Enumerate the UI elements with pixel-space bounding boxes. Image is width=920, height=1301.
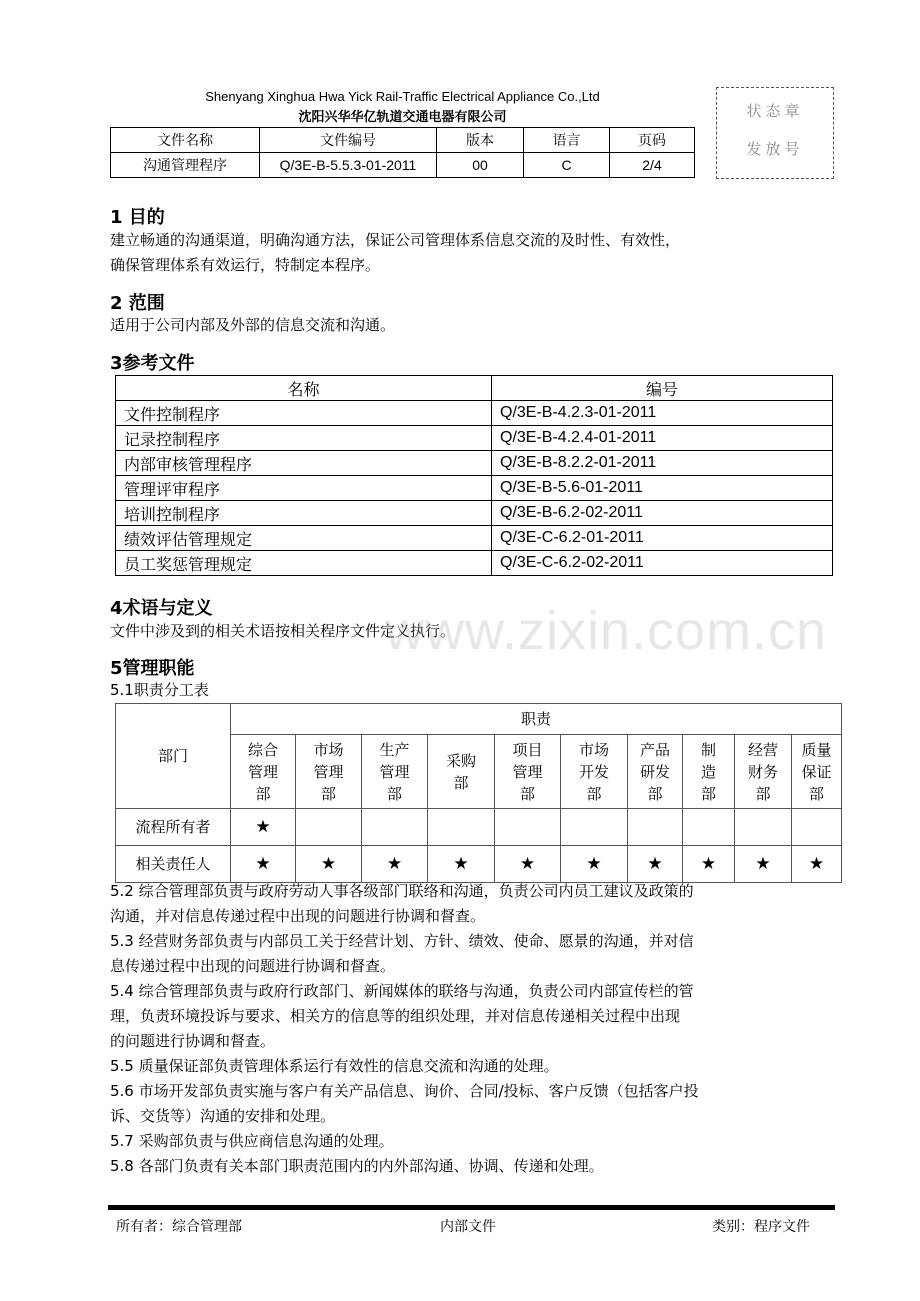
section-4-title: 4术语与定义	[110, 598, 213, 619]
footer-divider	[108, 1205, 835, 1210]
ref-name: 管理评审程序	[116, 476, 492, 501]
dept-cell: 生产 管理 部	[362, 735, 428, 809]
info-value-row	[111, 153, 695, 178]
dept-cell: 质量 保证 部	[792, 735, 842, 809]
star-icon: ★	[231, 809, 296, 846]
para-5-2-line-2: 沟通，并对信息传递过程中出现的问题进行协调和督查。	[110, 907, 486, 925]
ref-code: Q/3E-B-5.6-01-2011	[492, 476, 833, 501]
reference-documents-table	[115, 375, 833, 576]
para-5-5: 5.5 质量保证部负责管理体系运行有效性的信息交流和沟通的处理。	[110, 1057, 559, 1075]
section-5-paragraphs	[110, 879, 830, 1179]
label-file-name: 文件名称	[111, 128, 260, 153]
table-row	[116, 526, 833, 551]
para-5-2-line-1: 5.2 综合管理部负责与政府劳动人事各级部门联络和沟通，负责公司内员工建议及政策的	[110, 882, 694, 900]
star-icon: ★	[735, 846, 792, 883]
ref-name: 培训控制程序	[116, 501, 492, 526]
ref-code: Q/3E-C-6.2-02-2011	[492, 551, 833, 576]
para-5-6-line-2: 诉、交货等）沟通的安排和处理。	[110, 1107, 336, 1125]
table-row	[116, 426, 833, 451]
value-file-name: 沟通管理程序	[111, 153, 260, 178]
duty-label: 职责	[231, 704, 842, 735]
watermark: www.zixin.com.cn	[385, 601, 828, 661]
stamp-issue-label: 发放号	[746, 140, 804, 158]
owner-label: 流程所有者	[116, 809, 231, 846]
dept-cell: 制 造 部	[683, 735, 735, 809]
para-5-3-line-2: 息传递过程中出现的问题进行协调和督查。	[110, 957, 396, 975]
dept-label: 部门	[116, 704, 231, 809]
ref-code: Q/3E-B-8.2.2-01-2011	[492, 451, 833, 476]
duty-header-row	[116, 704, 842, 735]
ref-code: Q/3E-B-4.2.3-01-2011	[492, 401, 833, 426]
para-5-4-line-1: 5.4 综合管理部负责与政府行政部门、新闻媒体的联络与沟通，负责公司内部宣传栏的管	[110, 982, 694, 1000]
table-row	[116, 501, 833, 526]
value-page: 2/4	[610, 153, 695, 178]
value-file-number: Q/3E-B-5.5.3-01-2011	[260, 153, 437, 178]
ref-header-row	[116, 376, 833, 401]
star-icon: ★	[792, 846, 842, 883]
section-1-line-1: 建立畅通的沟通渠道，明确沟通方法，保证公司管理体系信息交流的及时性、有效性，	[110, 231, 681, 249]
star-icon: ★	[495, 846, 561, 883]
section-2-text: 适用于公司内部及外部的信息交流和沟通。	[110, 316, 396, 334]
table-row	[116, 476, 833, 501]
footer-owner: 所有者：综合管理部	[116, 1219, 242, 1235]
section-2-title: 2 范围	[110, 293, 165, 314]
table-row	[116, 401, 833, 426]
section-3-title: 3参考文件	[110, 353, 195, 374]
table-row	[116, 451, 833, 476]
star-icon: ★	[362, 846, 428, 883]
ref-col-name: 名称	[116, 376, 492, 401]
related-row	[116, 846, 842, 883]
info-label-row	[111, 128, 695, 153]
ref-name: 内部审核管理程序	[116, 451, 492, 476]
dept-cell: 综合 管理 部	[231, 735, 296, 809]
dept-cell: 产品 研发 部	[628, 735, 683, 809]
label-file-number: 文件编号	[260, 128, 437, 153]
ref-col-code: 编号	[492, 376, 833, 401]
para-5-4-line-2: 理，负责环境投诉与要求、相关方的信息等的组织处理，并对信息传递相关过程中出现	[110, 1007, 681, 1025]
ref-code: Q/3E-B-6.2-02-2011	[492, 501, 833, 526]
label-page: 页码	[610, 128, 695, 153]
value-version: 00	[437, 153, 524, 178]
star-icon: ★	[296, 846, 362, 883]
para-5-7: 5.7 采购部负责与供应商信息沟通的处理。	[110, 1132, 394, 1150]
para-5-3-line-1: 5.3 经营财务部负责与内部员工关于经营计划、方针、绩效、使命、愿景的沟通，并对信	[110, 932, 694, 950]
owner-row	[116, 809, 842, 846]
company-name-cn: 沈阳兴华华亿轨道交通电器有限公司	[298, 110, 507, 125]
star-icon: ★	[628, 846, 683, 883]
ref-name: 绩效评估管理规定	[116, 526, 492, 551]
ref-code: Q/3E-C-6.2-01-2011	[492, 526, 833, 551]
stamp-status-label: 状态章	[746, 102, 804, 120]
star-icon: ★	[231, 846, 296, 883]
responsibility-table	[115, 703, 842, 883]
section-5-1-subtitle: 5.1职责分工表	[110, 681, 209, 699]
para-5-4-line-3: 的问题进行协调和督查。	[110, 1032, 276, 1050]
dept-cell: 市场 管理 部	[296, 735, 362, 809]
company-name-en: Shenyang Xinghua Hwa Yick Rail-Traffic Electrical Appliance Co.,Ltd	[205, 89, 600, 104]
label-language: 语言	[524, 128, 610, 153]
related-label: 相关责任人	[116, 846, 231, 883]
dept-cell: 市场 开发 部	[561, 735, 628, 809]
star-icon: ★	[683, 846, 735, 883]
value-language: C	[524, 153, 610, 178]
footer-category: 类别：程序文件	[712, 1219, 810, 1235]
star-icon: ★	[561, 846, 628, 883]
section-5-title: 5管理职能	[110, 658, 195, 679]
ref-name: 员工奖惩管理规定	[116, 551, 492, 576]
ref-name: 记录控制程序	[116, 426, 492, 451]
document-info-table	[110, 127, 695, 178]
dept-cell: 采购 部	[428, 735, 495, 809]
table-row	[116, 551, 833, 576]
section-1-text	[110, 228, 830, 278]
ref-code: Q/3E-B-4.2.4-01-2011	[492, 426, 833, 451]
ref-name: 文件控制程序	[116, 401, 492, 426]
section-4-text: 文件中涉及到的相关术语按相关程序文件定义执行。	[110, 622, 456, 640]
section-1-line-2: 确保管理体系有效运行，特制定本程序。	[110, 256, 381, 274]
dept-cell: 经营 财务 部	[735, 735, 792, 809]
para-5-8: 5.8 各部门负责有关本部门职责范围内的内外部沟通、协调、传递和处理。	[110, 1157, 604, 1175]
para-5-6-line-1: 5.6 市场开发部负责实施与客户有关产品信息、询价、合同/投标、客户反馈（包括客户投	[110, 1082, 699, 1100]
stamp-box	[716, 87, 834, 179]
label-version: 版本	[437, 128, 524, 153]
section-1-title: 1 目的	[110, 207, 165, 228]
footer-internal: 内部文件	[440, 1219, 496, 1235]
dept-cell: 项目 管理 部	[495, 735, 561, 809]
star-icon: ★	[428, 846, 495, 883]
